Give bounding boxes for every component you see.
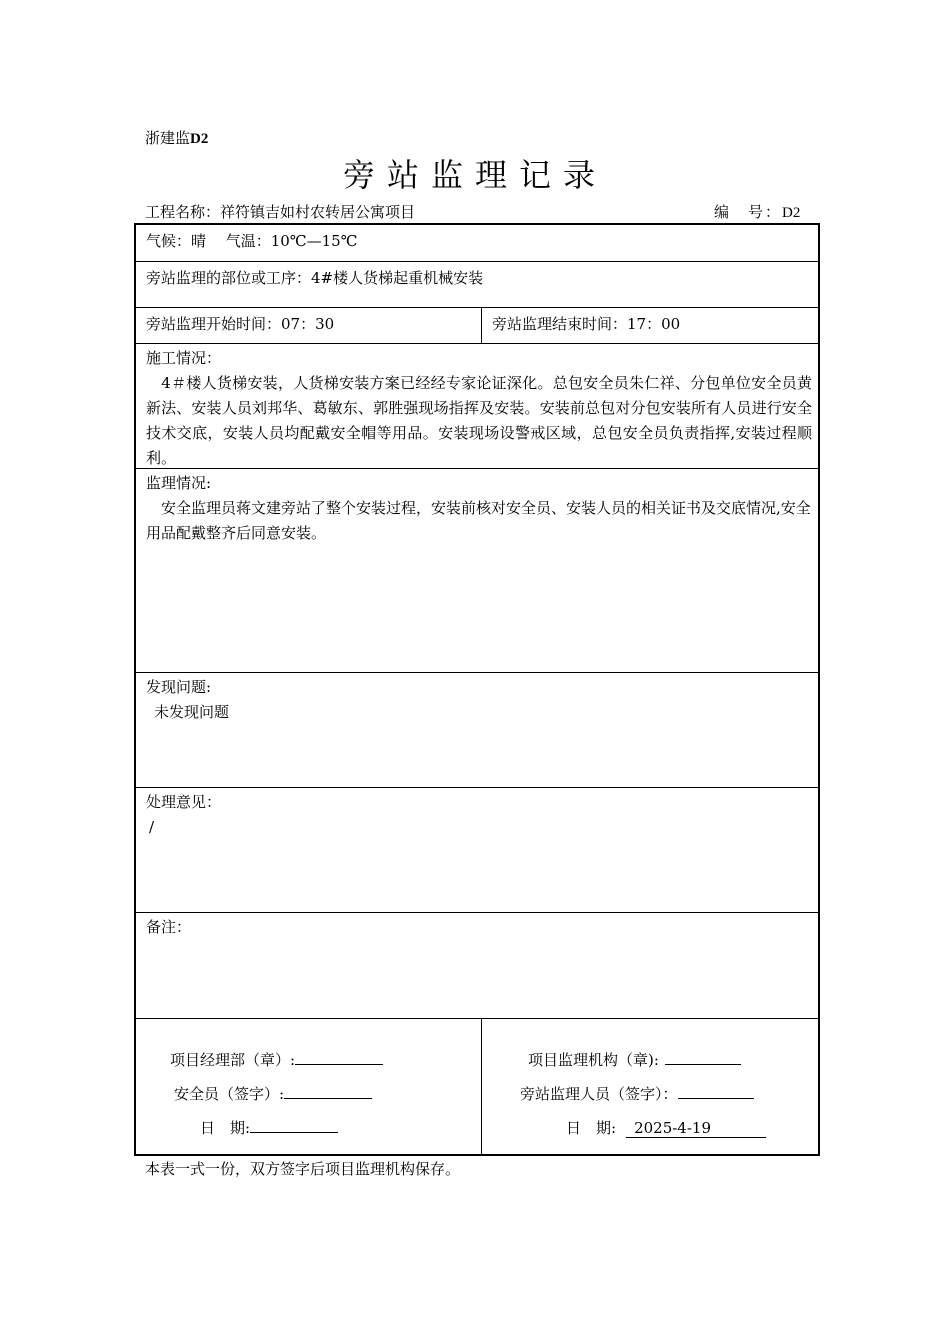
footer-note: 本表一式一份，双方签字后项目监理机构保存。 (145, 1160, 461, 1178)
dept-seal-line (170, 1049, 383, 1070)
record-form (134, 223, 820, 1156)
number-value: D2 (782, 205, 801, 221)
end-time: 旁站监理结束时间：17：00 (492, 315, 681, 333)
problems-block (146, 675, 812, 725)
form-code-prefix: 浙建监 (145, 129, 191, 147)
start-time: 旁站监理开始时间：07：30 (146, 315, 335, 333)
project-name: 祥符镇吉如村农转居公寓项目 (220, 203, 416, 221)
left-date-line (200, 1117, 338, 1138)
construction-body: 4＃楼人货梯安装，人货梯安装方案已经经专家论证深化。总包安全员朱仁祥、分包单位安全员黄新法、安装人员刘邦华、葛敏东、郭胜强现场指挥及安装。安装前总包对分包安装所有人员进行安全技术交底，安装人员均配戴安全帽等用品。安装现场设警戒区域，总包安全员负责指挥,安装过程顺利。 (146, 374, 812, 467)
time-divider (481, 308, 482, 344)
staff-sign-line (520, 1083, 754, 1104)
construction-row (136, 344, 818, 469)
safety-officer-blank (284, 1083, 372, 1099)
safety-officer-line (174, 1083, 372, 1104)
handling-label: 处理意见： (146, 793, 222, 811)
org-seal-label: 项目监理机构（章): (528, 1051, 659, 1069)
number-label: 编 号： (714, 203, 783, 221)
project-label: 工程名称： (145, 203, 221, 221)
right-date-value: 2025-4-19 (634, 1119, 712, 1137)
construction-block (146, 346, 812, 471)
dept-seal-label: 项目经理部（章）: (170, 1051, 296, 1069)
record-number (714, 201, 800, 222)
form-code-value: D2 (190, 131, 209, 147)
handling-row (136, 788, 818, 913)
left-date-blank (250, 1117, 338, 1133)
supervision-body: 安全监理员蒋文建旁站了整个安装过程，安装前核对安全员、安装人员的相关证书及交底情况,安全用品配戴整齐后同意安装。 (146, 499, 811, 542)
weather-row (136, 225, 818, 262)
page-title: 旁站监理记录 (342, 156, 607, 194)
supervision-block (146, 471, 812, 546)
staff-sign-blank (678, 1083, 754, 1099)
org-seal-line (528, 1049, 741, 1070)
supervision-label: 监理情况: (146, 474, 212, 492)
remarks-label: 备注： (146, 918, 192, 936)
location-text: 旁站监理的部位或工序：4#楼人货梯起重机械安装 (146, 269, 484, 287)
signature-divider (481, 1019, 482, 1154)
dept-seal-blank (295, 1049, 383, 1065)
location-row (136, 262, 818, 308)
project-name-line (145, 201, 415, 222)
time-row (136, 308, 818, 344)
form-code (145, 127, 208, 148)
remarks-row (136, 913, 818, 1019)
construction-label: 施工情况： (146, 349, 222, 367)
supervision-row (136, 469, 818, 673)
right-date-field (626, 1119, 766, 1138)
handling-body: / (149, 818, 155, 836)
right-date-label: 日 期: (566, 1119, 617, 1137)
safety-officer-label: 安全员（签字）: (174, 1085, 285, 1103)
left-date-label: 日 期: (200, 1119, 251, 1137)
problems-label: 发现问题: (146, 678, 212, 696)
org-seal-blank (665, 1049, 741, 1065)
staff-sign-label: 旁站监理人员（签字）： (520, 1085, 678, 1103)
handling-block (146, 790, 812, 840)
right-date-line (566, 1117, 766, 1138)
problems-row (136, 673, 818, 788)
weather-text: 气候：晴 气温：10℃—15℃ (146, 232, 358, 250)
problems-body: 未发现问题 (154, 703, 230, 721)
